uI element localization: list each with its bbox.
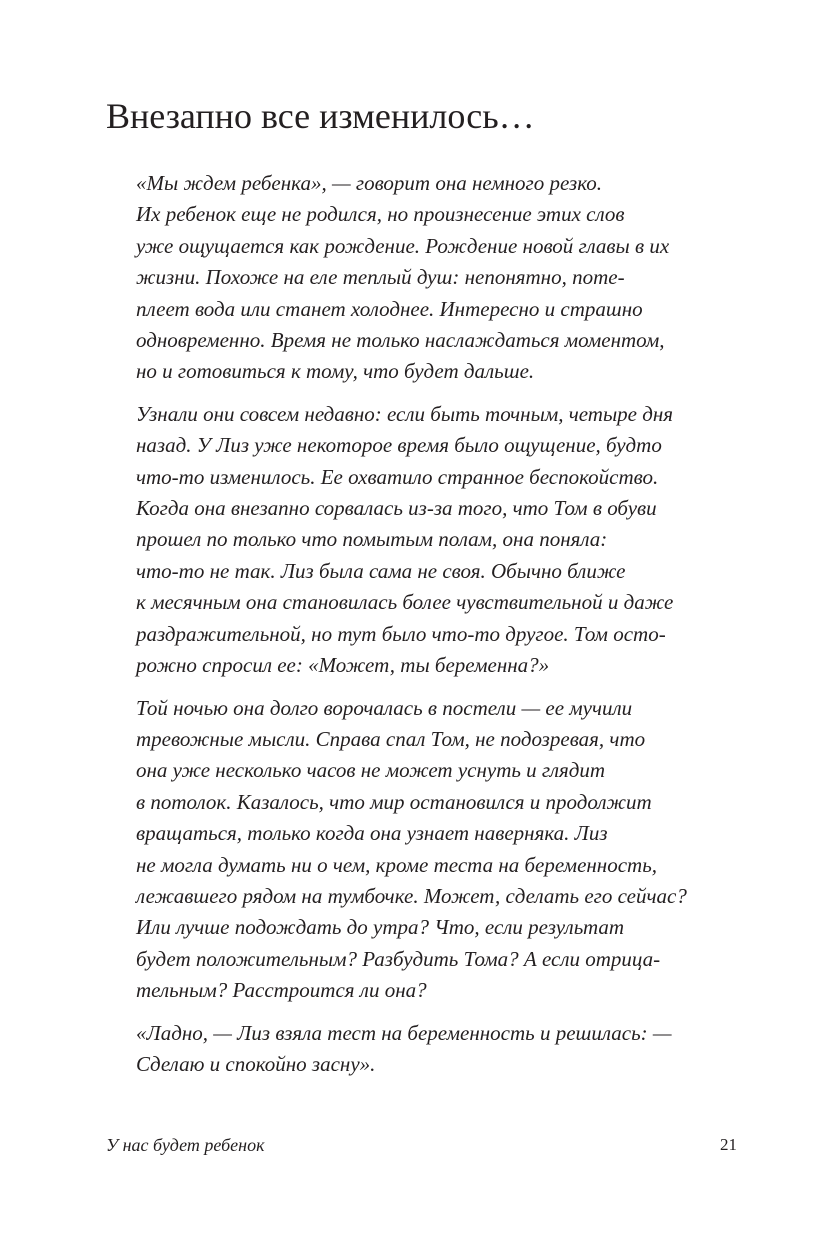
text-line: Или лучше подождать до утра? Что, если результат bbox=[136, 915, 625, 940]
text-line: назад. У Лиз уже некоторое время было ощущение, будто bbox=[136, 433, 662, 458]
text-line: но и готовиться к тому, что будет дальше. bbox=[136, 359, 535, 384]
text-line: будет положительным? Разбудить Тома? А если отрица- bbox=[136, 946, 661, 971]
text-line: раздражительной, но тут было что-то другое. Том осто- bbox=[136, 621, 666, 646]
text-line: рожно спросил ее: «Может, ты беременна?» bbox=[136, 653, 550, 678]
text-line: тельным? Расстроится ли она? bbox=[136, 978, 427, 1003]
page-number: 21 bbox=[720, 1135, 737, 1154]
text-line: что-то изменилось. Ее охватило странное беспокойство. bbox=[136, 464, 659, 489]
paragraph-3 bbox=[136, 693, 746, 1007]
text-line: вращаться, только когда она узнает наверняка. Лиз bbox=[136, 821, 608, 846]
text-line: Узнали они совсем недавно: если быть точным, четыре дня bbox=[136, 401, 674, 426]
running-title: У нас будет ребенок bbox=[106, 1135, 265, 1155]
text-line: в потолок. Казалось, что мир остановился и продолжит bbox=[136, 789, 652, 814]
text-line: прошел по только что помытым полам, она поняла: bbox=[136, 527, 608, 552]
text-line: Их ребенок еще не родился, но произнесение этих слов bbox=[136, 202, 625, 227]
paragraph-2 bbox=[136, 399, 746, 682]
text-line: Когда она внезапно сорвалась из-за того, что Том в обуви bbox=[136, 496, 657, 521]
text-line: к месячным она становилась более чувствительной и даже bbox=[136, 590, 674, 615]
text-line: одновременно. Время не только наслаждаться моментом, bbox=[136, 328, 665, 353]
paragraph-1 bbox=[136, 168, 746, 388]
text-line: не могла думать ни о чем, кроме теста на беременность, bbox=[136, 852, 658, 877]
text-line: «Мы ждем ребенка», — говорит она немного резко. bbox=[136, 171, 602, 195]
text-line: тревожные мысли. Справа спал Том, не подозревая, что bbox=[136, 726, 646, 751]
text-line: уже ощущается как рождение. Рождение новой главы в их bbox=[136, 233, 670, 258]
body-text bbox=[136, 168, 746, 1091]
text-line: «Ладно, — Лиз взяла тест на беременность и решилась: — bbox=[136, 1020, 672, 1045]
text-line: Той ночью она долго ворочалась в постели — ее мучили bbox=[136, 695, 633, 720]
text-line: жизни. Похоже на еле теплый душ: непонятно, поте- bbox=[136, 265, 625, 290]
text-line: лежавшего рядом на тумбочке. Может, сделать его сейчас? bbox=[136, 883, 687, 908]
text-line: что-то не так. Лиз была сама не своя. Обычно ближе bbox=[136, 558, 626, 583]
paragraph-4 bbox=[136, 1018, 746, 1081]
text-line: она уже несколько часов не может уснуть и глядит bbox=[136, 758, 606, 783]
text-line: Сделаю и спокойно засну». bbox=[136, 1051, 376, 1076]
text-line: плеет вода или станет холоднее. Интересно и страшно bbox=[136, 296, 643, 321]
chapter-title: Внезапно все изменилось… bbox=[106, 96, 535, 136]
